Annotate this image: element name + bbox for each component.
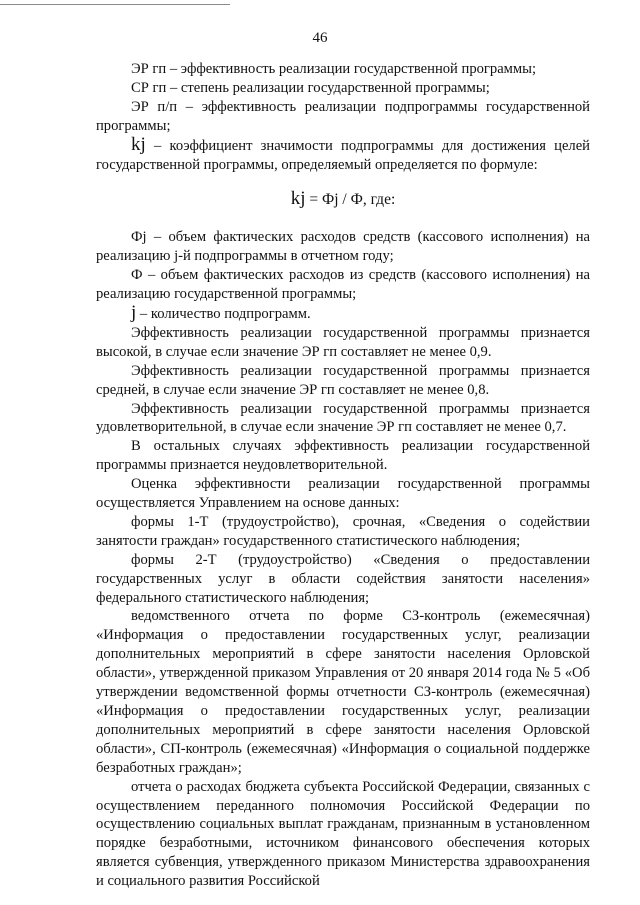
paragraph-sz-control-report: ведомственного отчета по форме СЗ-контроль (ежемесячная) «Информация о предоставлении государственных услуг, реализации дополнительных мероприятий в сфере занятости населения Орловской области», утвержденной приказом Управления от 20 января 2014 года № 5 «Об утверждении ведомственной формы отчетности СЗ-контроль (ежемесячная) «Информация о предоставлении государственных услуг, реализации дополнительных мероприятий в сфере занятости населения Орловской области», СП-контроль (ежемесячная) «Информация о социальной поддержке безработных граждан»; xyxy=(96,608,590,776)
paragraph-form-2t: формы 2-Т (трудоустройство) «Сведения о предоставлении государственных услуг в области содействия занятости населения» федерального статистического наблюдения; xyxy=(96,551,590,606)
paragraph-budget-report: отчета о расходах бюджета субъекта Российской Федерации, связанных с осуществлением переданного полномочия Российской Федерации по осуществлению социальных выплат гражданам, признанным в установленном порядке безработными, источником финансового обеспечения которых является субвенция, утвержденного приказом Министерства здравоохранения и социального развития Российской xyxy=(96,778,590,890)
paragraph-sr-gp: СР гп – степень реализации государственной программы; xyxy=(131,79,490,96)
formula xyxy=(96,190,590,210)
paragraph-fj-definition: Фj – объем фактических расходов средств (кассового исполнения) на реализацию j-й подпрограммы в отчетном году; xyxy=(96,229,590,265)
paragraph-er-gp: ЭР гп – эффективность реализации государственной программы; xyxy=(131,61,536,77)
paragraph-kj-definition xyxy=(96,133,590,175)
paragraph-assessment-basis: Оценка эффективности реализации государственной программы осуществляется Управлением на основе данных: xyxy=(96,476,590,512)
paragraph-high-efficiency: Эффективность реализации государственной программы признается высокой, в случае если значение ЭР гп составляет не менее 0,9. xyxy=(96,324,590,360)
document-body xyxy=(96,60,590,891)
paragraph-j-definition xyxy=(96,301,590,324)
paragraph-medium-efficiency: Эффективность реализации государственной программы признается средней, в случае если значение ЭР гп составляет не менее 0,8. xyxy=(96,362,590,398)
kj-symbol: kj xyxy=(131,133,146,155)
page-number: 46 xyxy=(312,30,328,46)
j-symbol: j xyxy=(131,301,137,323)
j-definition-text: – количество подпрограмм. xyxy=(136,305,311,322)
kj-definition-text: – коэффициент значимости подпрограммы для достижения целей государственной программы, определяемый определяется по формуле: xyxy=(96,137,590,173)
paragraph-er-pp: ЭР п/п – эффективность реализации подпрограммы государственной программы; xyxy=(96,98,590,134)
paragraph-satisfactory-efficiency: Эффективность реализации государственной программы признается удовлетворительной, в случае если значение ЭР гп составляет не менее 0,7. xyxy=(96,400,590,436)
paragraph-f-definition: Ф – объем фактических расходов из средств (кассового исполнения) на реализацию государственной программы; xyxy=(96,267,590,303)
scan-artifact-line xyxy=(0,4,230,5)
formula-text: = Фj / Ф, где: xyxy=(305,191,396,209)
paragraph-form-1t: формы 1-Т (трудоустройство), срочная, «Сведения о содействии занятости граждан» государственного статистического наблюдения; xyxy=(96,513,590,549)
paragraph-unsatisfactory-efficiency: В остальных случаях эффективность реализации государственной программы признается неудовлетворительной. xyxy=(96,438,590,474)
formula-kj-symbol: kj xyxy=(290,188,306,210)
